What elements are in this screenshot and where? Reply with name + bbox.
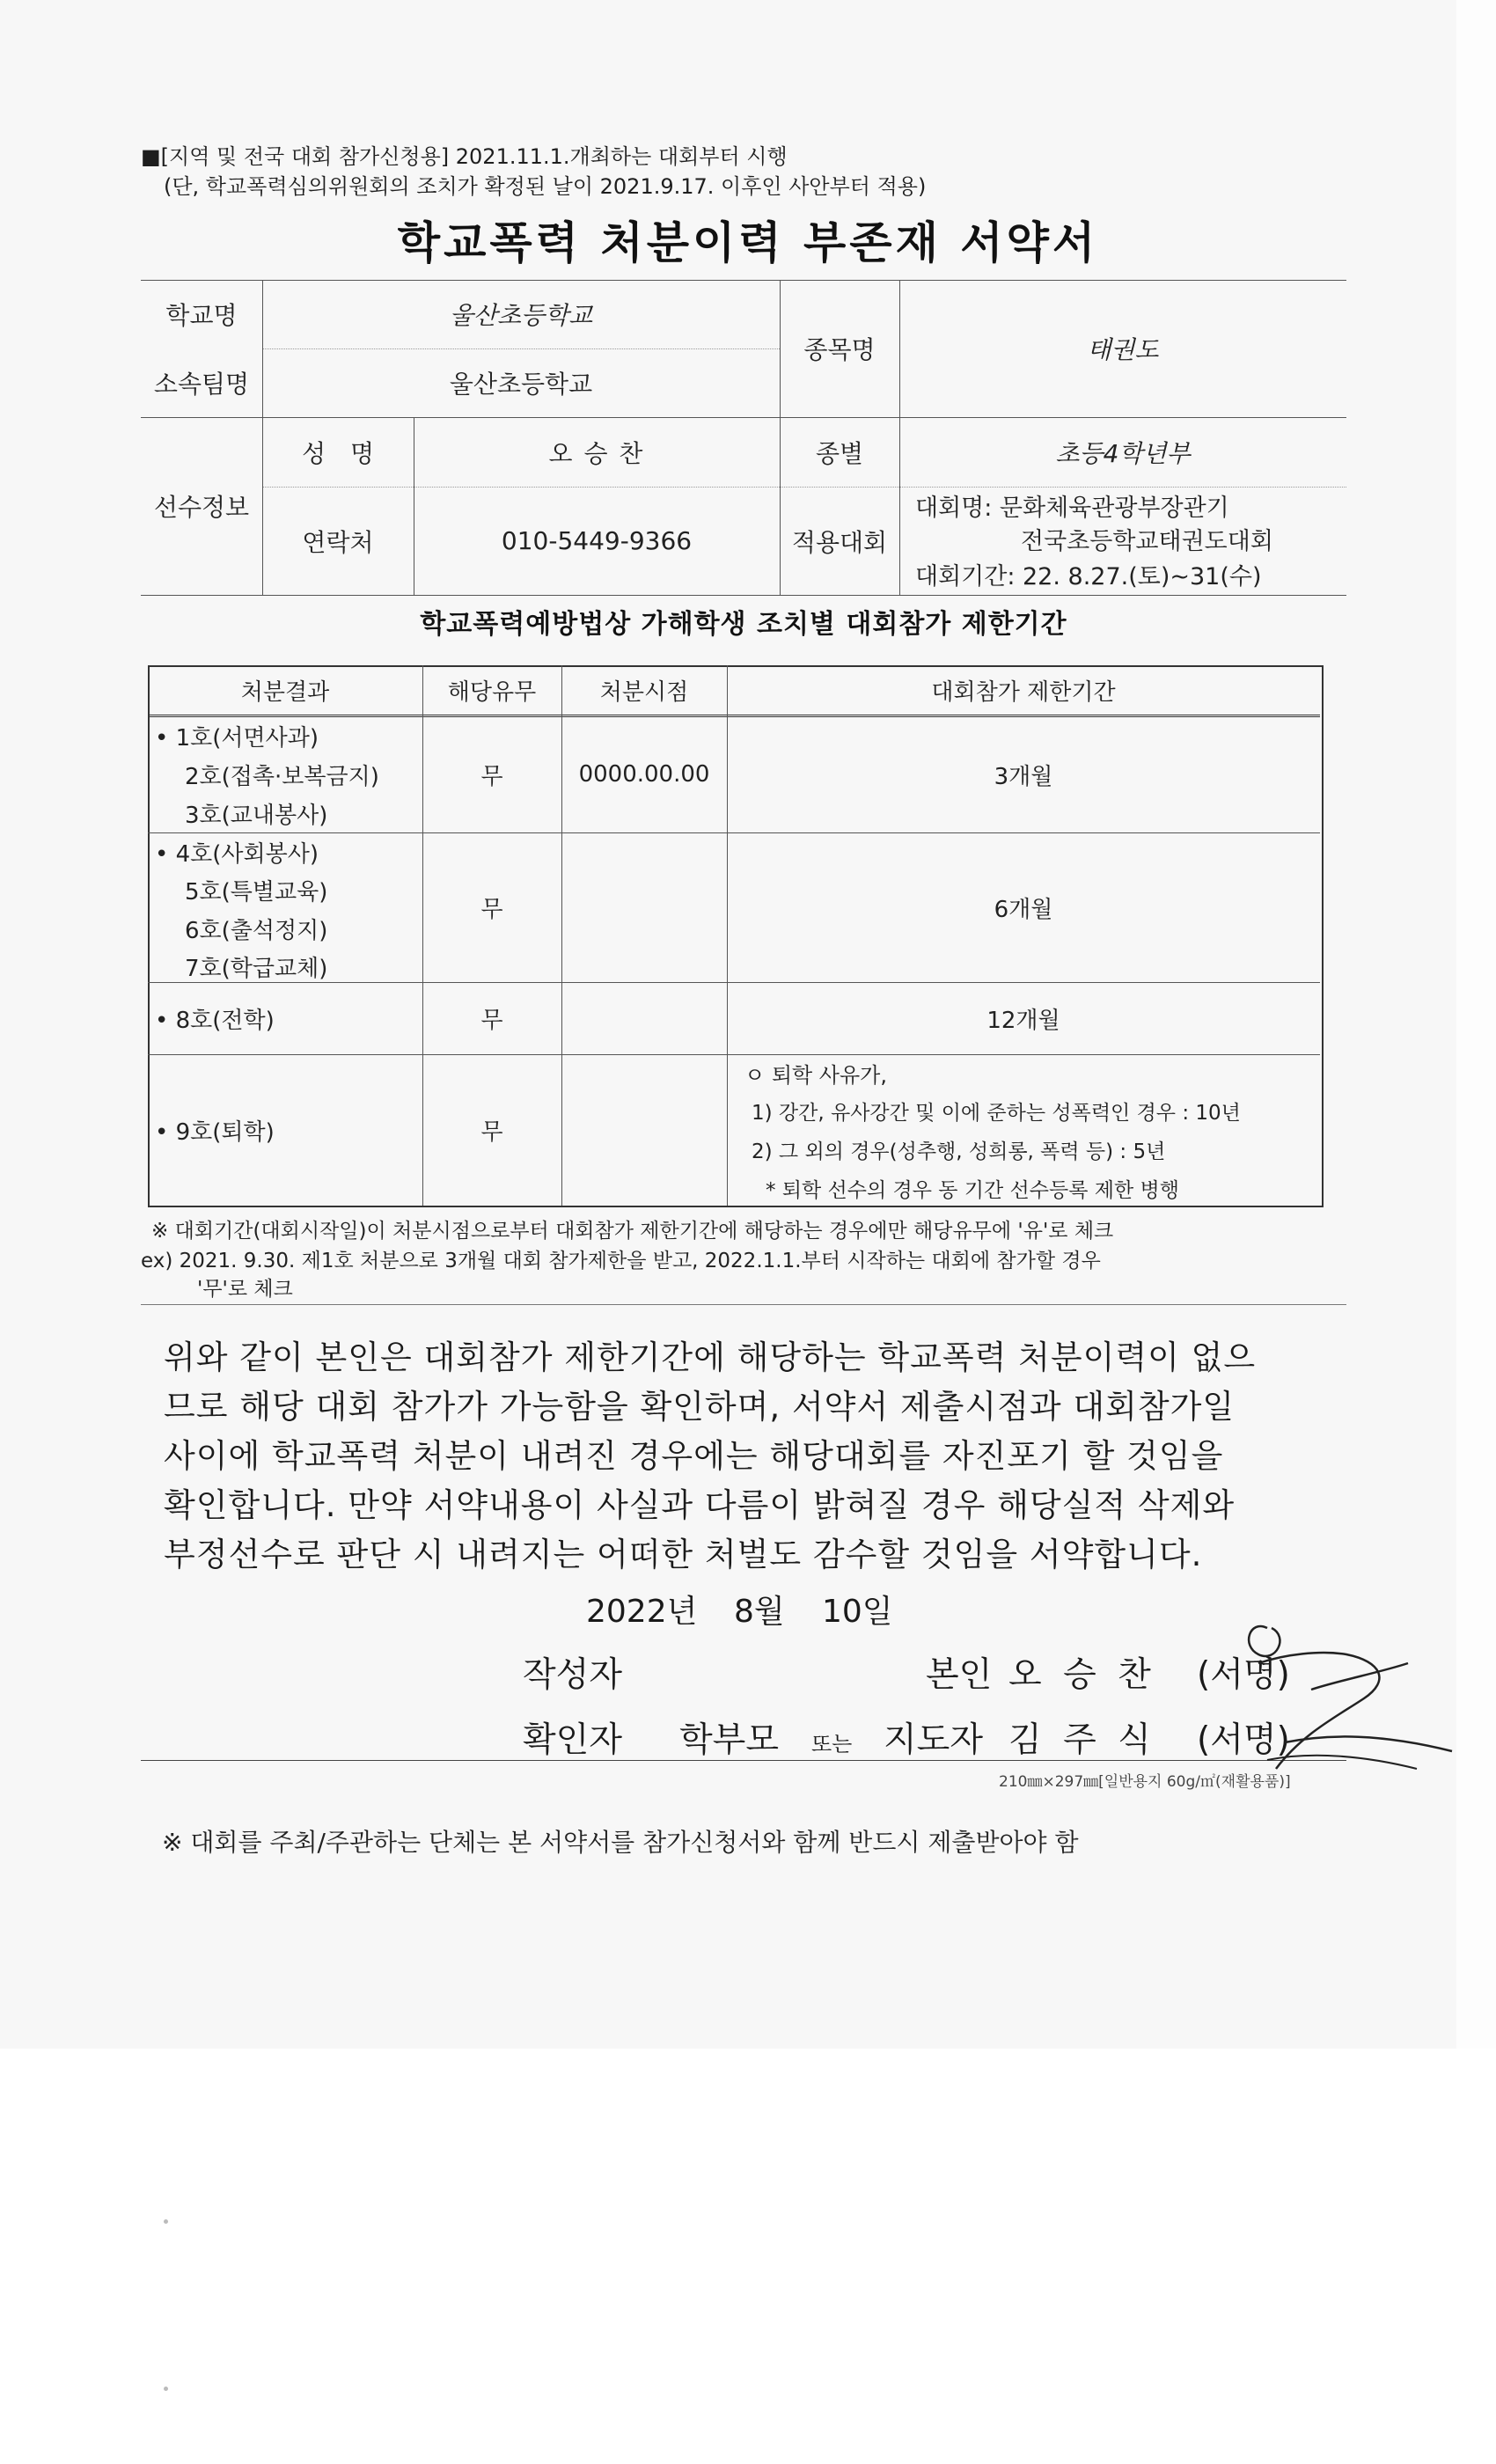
event-value: 태권도 — [1087, 335, 1159, 364]
result-item: 2호(접촉·보복금지) — [185, 764, 379, 790]
signature-divider — [141, 1760, 1346, 1761]
confirmer-or: 또는 — [811, 1732, 853, 1756]
pledge-line: 므로 해당 대회 참가가 가능함을 확인하며, 서약서 제출시점과 대회참가일 — [164, 1388, 1236, 1426]
disposition-date — [561, 1054, 727, 1206]
contact-value: 010-5449-9366 — [501, 526, 693, 555]
applicable-value: 무 — [480, 763, 503, 790]
competition-name-line2: 전국초등학교태권도대회 — [1021, 527, 1273, 555]
disposition-date — [561, 982, 727, 1054]
expulsion-reason-line: 1) 강간, 유사강간 및 이에 준하는 성폭력인 경우 : 10년 — [752, 1102, 1241, 1125]
team-name-label: 소속팀명 — [153, 370, 250, 399]
competition-label: 적용대회 — [791, 527, 888, 557]
result-item: 7호(학급교체) — [185, 956, 328, 982]
footnote-2: ex) 2021. 9.30. 제1호 처분으로 3개월 대회 참가제한을 받고, 2022.1.1.부터 시작하는 대회에 참가할 경우 — [141, 1250, 1101, 1272]
confirmer-sign-label: (서명) — [1197, 1720, 1290, 1760]
info-table-bottom-border — [141, 595, 1346, 596]
pledge-line: 확인합니다. 만약 서약내용이 사실과 다름이 밝혀질 경우 해당실적 삭제와 — [164, 1486, 1236, 1524]
date-month: 8월 — [734, 1594, 785, 1630]
restriction-period: 3개월 — [994, 763, 1053, 790]
result-item: 3호(교내봉사) — [185, 803, 328, 829]
result-item: • 4호(사회봉사) — [155, 841, 319, 868]
header-note-2: (단, 학교폭력심의위원회의 조치가 확정된 날이 2021.9.17. 이후인 사안부터 적용) — [164, 174, 927, 199]
scan-speck — [164, 2219, 168, 2224]
team-name-value: 울산초등학교 — [449, 370, 593, 399]
result-item: 6호(출석정지) — [185, 918, 328, 944]
paper-edge — [1456, 0, 1496, 2049]
handwritten-signature — [1206, 1602, 1461, 1795]
pledge-line: 부정선수로 판단 시 내려지는 어떠한 처벌도 감수할 것임을 서약합니다. — [164, 1536, 1203, 1573]
writer-name: 오 승 찬 — [1008, 1655, 1156, 1695]
result-item: • 8호(전학) — [155, 1008, 275, 1034]
result-item: • 1호(서면사과) — [155, 725, 319, 752]
confirmer-name: 김 주 식 — [1008, 1720, 1156, 1760]
col-header-date: 처분시점 — [599, 678, 689, 706]
scan-speck — [164, 2387, 168, 2391]
col-header-applicable: 해당유무 — [447, 678, 537, 706]
document-title: 학교폭력 처분이력 부존재 서약서 — [397, 217, 1099, 268]
date-day: 10일 — [822, 1594, 893, 1630]
pledge-line: 위와 같이 본인은 대회참가 제한기간에 해당하는 학교폭력 처분이력이 없으 — [164, 1338, 1257, 1376]
name-value: 오 승 찬 — [548, 438, 645, 468]
footnote-divider — [141, 1304, 1346, 1305]
bottom-note: ※ 대회를 주최/주관하는 단체는 본 서약서를 참가신청서와 함께 반드시 제출받아야 함 — [162, 1828, 1079, 1857]
disposition-date — [561, 832, 727, 982]
result-item: 5호(특별교육) — [185, 879, 328, 906]
date-year: 2022년 — [586, 1594, 698, 1630]
confirmer-role-coach: 지도자 — [884, 1720, 984, 1760]
confirmer-role-parent: 학부모 — [679, 1720, 780, 1760]
applicable-value: 무 — [480, 1118, 503, 1146]
expulsion-reason-line: 2) 그 외의 경우(성추행, 성희롱, 폭력 등) : 5년 — [752, 1140, 1166, 1163]
school-name-label: 학교명 — [165, 301, 238, 330]
restriction-period: 6개월 — [994, 896, 1053, 923]
school-name-value: 울산초등학교 — [449, 301, 593, 330]
applicable-value: 무 — [480, 896, 503, 923]
header-note-1: ■[지역 및 전국 대회 참가신청용] 2021.11.1.개최하는 대회부터 시행 — [141, 144, 788, 169]
competition-period: 대회기간: 22. 8.27.(토)~31(수) — [915, 562, 1262, 590]
confirmer-label: 확인자 — [523, 1720, 623, 1760]
expulsion-reason-line: ㅇ 퇴학 사유가, — [744, 1063, 887, 1088]
contact-label: 연락처 — [302, 527, 374, 557]
table-row-line — [148, 1054, 1320, 1055]
disposition-date: 0000.00.00 — [578, 761, 710, 788]
writer-role: 본인 — [926, 1655, 993, 1695]
category-label: 종별 — [815, 438, 864, 468]
footnote-1: ※ 대회기간(대회시작일)이 처분시점으로부터 대회참가 제한기간에 해당하는 경우에만 해당유무에 '유'로 체크 — [151, 1220, 1114, 1243]
col-header-period: 대회참가 제한기간 — [931, 678, 1116, 706]
name-label: 성 명 — [301, 438, 375, 468]
restriction-period: 12개월 — [986, 1007, 1060, 1034]
athlete-info-label: 선수정보 — [153, 493, 250, 522]
result-item: • 9호(퇴학) — [155, 1119, 275, 1146]
col-header-result: 처분결과 — [240, 678, 330, 706]
writer-sign-label: (서명) — [1197, 1655, 1290, 1695]
competition-name-line1: 대회명: 문화체육관광부장관기 — [915, 494, 1229, 522]
event-label: 종목명 — [803, 335, 876, 364]
footnote-3: '무'로 체크 — [197, 1278, 293, 1301]
category-value: 초등4학년부 — [1055, 438, 1191, 468]
restriction-heading: 학교폭력예방법상 가해학생 조치별 대회참가 제한기간 — [420, 609, 1067, 640]
applicable-value: 무 — [480, 1007, 503, 1034]
pledge-line: 사이에 학교폭력 처분이 내려진 경우에는 해당대회를 자진포기 할 것임을 — [164, 1437, 1224, 1475]
expulsion-reason-line: * 퇴학 선수의 경우 동 기간 선수등록 제한 병행 — [766, 1179, 1179, 1202]
writer-label: 작성자 — [523, 1655, 623, 1695]
paper-spec: 210㎜×297㎜[일반용지 60g/㎡(재활용품)] — [999, 1773, 1291, 1791]
